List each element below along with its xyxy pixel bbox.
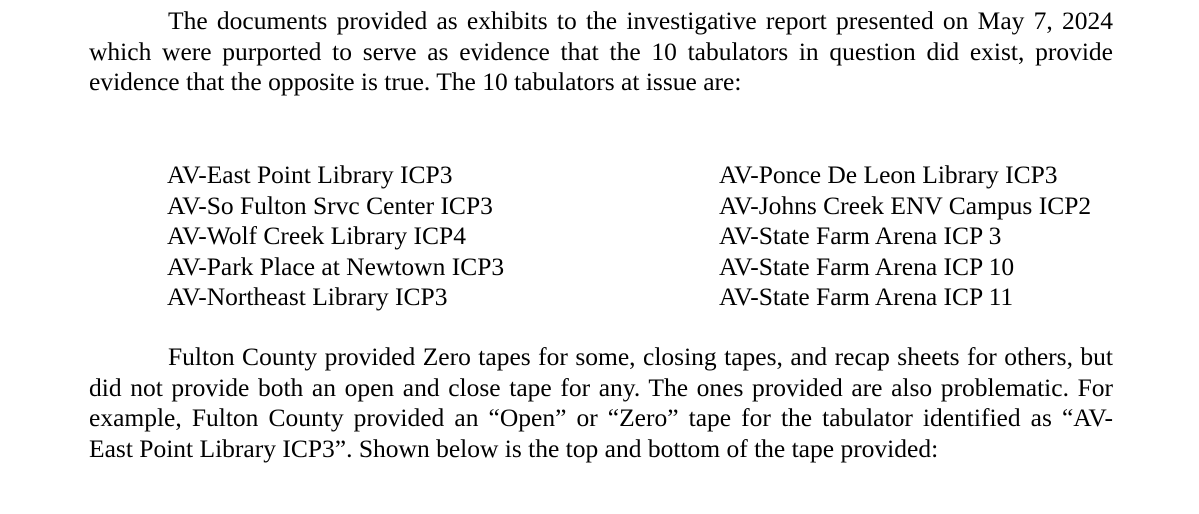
tabulator-item: AV-State Farm Arena ICP 10: [719, 251, 1015, 281]
paragraph-line: did not provide both an open and close tape for any. The ones provided are also problematic. For: [89, 372, 1113, 402]
paragraph-line: which were purported to serve as evidence that the 10 tabulators in question did exist, provide: [89, 36, 1113, 66]
paragraph-tapes: [89, 342, 1113, 464]
tabulator-item: AV-State Farm Arena ICP 11: [719, 282, 1014, 311]
paragraph-line: evidence that the opposite is true. The 10 tabulators at issue are:: [89, 67, 742, 96]
tabulator-item: AV-Park Place at Newtown ICP3: [167, 251, 505, 281]
paragraph-intro: [89, 6, 1113, 98]
tabulator-item: AV-So Fulton Srvc Center ICP3: [167, 190, 493, 220]
tabulator-list-left: [167, 160, 504, 313]
tabulator-item: AV-Wolf Creek Library ICP4: [167, 221, 466, 250]
tabulator-item: AV-State Farm Arena ICP 3: [719, 221, 1002, 250]
tabulator-item: AV-Ponce De Leon Library ICP3: [719, 160, 1058, 189]
paragraph-line: Fulton County provided Zero tapes for some, closing tapes, and recap sheets for others, but: [168, 342, 1113, 371]
tabulator-item: AV-East Point Library ICP3: [167, 160, 453, 189]
tabulator-item: AV-Johns Creek ENV Campus ICP2: [719, 190, 1092, 220]
paragraph-line: The documents provided as exhibits to the investigative report presented on May 7, 2024: [168, 6, 1113, 35]
paragraph-line: example, Fulton County provided an “Open” or “Zero” tape for the tabulator identified as “AV-: [89, 403, 1113, 432]
paragraph-line: East Point Library ICP3”. Shown below is the top and bottom of the tape provided:: [89, 433, 939, 463]
tabulator-item: AV-Northeast Library ICP3: [167, 282, 448, 311]
tabulator-list-right: [719, 160, 1091, 313]
